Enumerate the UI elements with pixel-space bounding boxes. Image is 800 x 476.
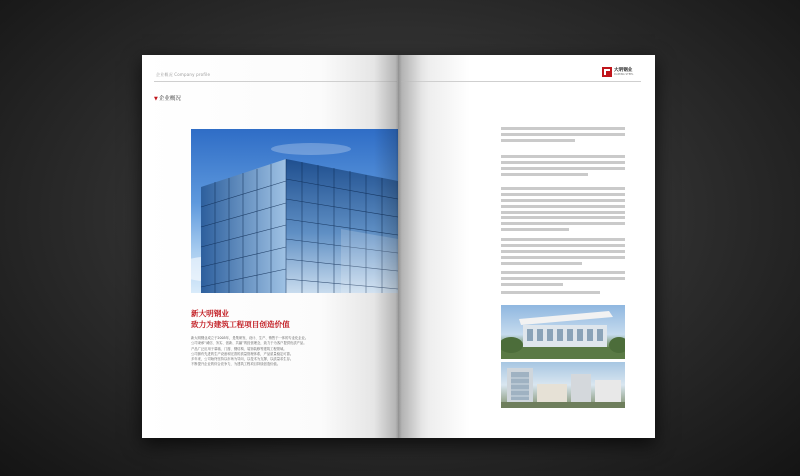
paragraph-line: 公司秉承“诚信、务实、创新、共赢”的经营理念，致力于为客户提供优质产品。: [191, 341, 307, 346]
text-line: [501, 262, 582, 265]
text-line: [501, 211, 625, 214]
headline: [191, 308, 290, 330]
text-line: [501, 216, 625, 219]
text-line: [501, 167, 625, 170]
text-line: [501, 228, 569, 231]
text-line: [501, 277, 625, 280]
text-line: [501, 291, 600, 294]
paragraph-line: 不断提升企业的综合竞争力，为建筑工程项目持续创造价值。: [191, 362, 281, 367]
text-line: [501, 205, 625, 208]
running-head: 企业概况 Company profile: [156, 72, 211, 77]
text-line: [501, 127, 625, 130]
logo-name: 大明钢业: [614, 68, 633, 73]
text-line: [501, 222, 625, 225]
body-text-block-2: [501, 155, 625, 179]
text-line: [501, 173, 588, 176]
logo-subtitle: DAMING STEEL: [614, 73, 634, 76]
intro-paragraph: [191, 336, 381, 368]
body-text-block-6: [501, 291, 625, 297]
text-line: [501, 271, 625, 274]
text-line: [501, 244, 625, 247]
paragraph-line: 新大明钢业成立于2005年，是集研发、设计、生产、销售于一体的专业化企业。: [191, 336, 309, 340]
brochure-spread: [142, 55, 655, 438]
paragraph-line: 多年来，公司始终坚持以市场为导向，以技术为支撑，以质量求生存。: [191, 357, 294, 362]
triangle-marker-icon: ▼: [154, 96, 158, 102]
office-building-photo: [501, 305, 625, 359]
text-line: [501, 199, 625, 202]
body-text-block-1: [501, 127, 625, 145]
text-line: [501, 139, 575, 142]
body-text-block-5: [501, 271, 625, 289]
office-building-illustration: [501, 305, 625, 359]
text-line: [501, 193, 625, 196]
text-line: [501, 283, 563, 286]
logo-mark-icon: [602, 67, 612, 77]
body-text-block-4: [501, 238, 625, 267]
header-rule: [401, 81, 641, 82]
paragraph-line: 公司拥有先进的生产设备和完善的质量管理体系，产品质量稳定可靠。: [191, 351, 294, 356]
text-line: [501, 238, 625, 241]
paragraph-line: 产品广泛应用于幕墙、门窗、钢结构、装饰装修等建筑工程领域。: [191, 346, 287, 351]
glass-building-photo: [191, 129, 398, 293]
company-logo: [602, 67, 642, 77]
text-line: [501, 187, 625, 190]
section-title-text: 企业概况: [158, 96, 181, 102]
factory-buildings-photo: [501, 362, 625, 408]
text-line: [501, 250, 625, 253]
text-line: [501, 161, 625, 164]
text-line: [501, 133, 625, 136]
glass-building-illustration: [191, 129, 398, 293]
headline-line-2: 致力为建筑工程项目创造价值: [191, 320, 290, 329]
body-text-block-3: [501, 187, 625, 234]
text-line: [501, 155, 625, 158]
headline-line-1: 新大明钢业: [191, 309, 229, 318]
left-page: [142, 55, 398, 438]
text-line: [501, 256, 625, 259]
section-title: [154, 94, 181, 102]
factory-buildings-illustration: [501, 362, 625, 408]
header-rule: [154, 81, 397, 82]
right-page: [398, 55, 655, 438]
